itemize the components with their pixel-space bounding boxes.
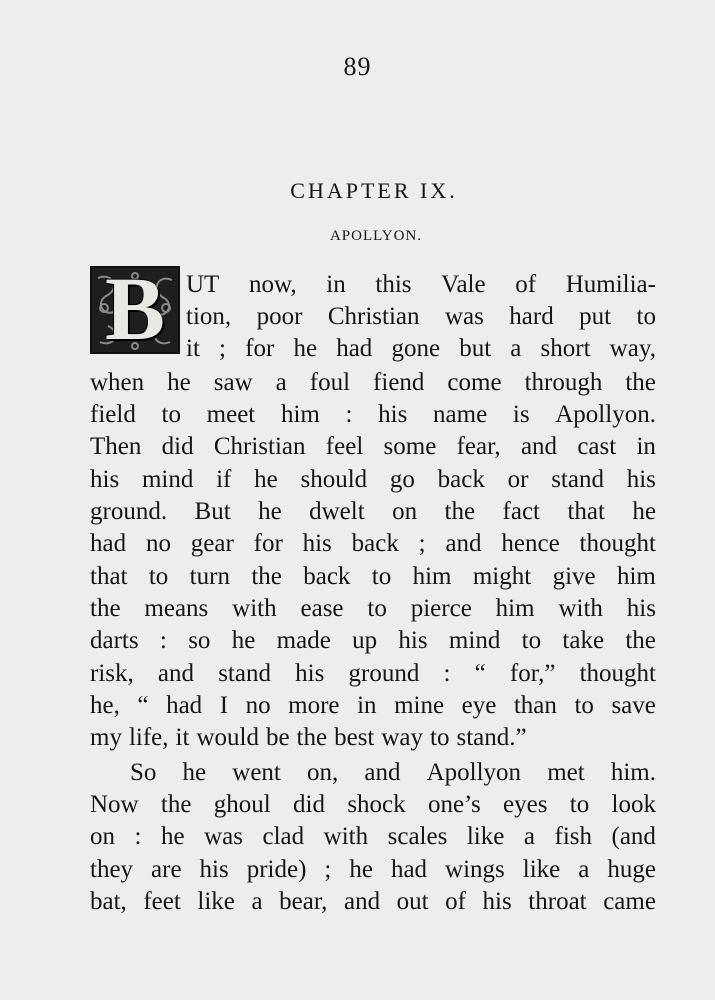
word: would — [196, 724, 259, 751]
page-number: 89 — [343, 52, 372, 81]
word: the — [625, 627, 656, 654]
word: a — [510, 335, 522, 362]
word: hard — [509, 303, 554, 330]
text-line — [186, 332, 656, 366]
text-line — [90, 689, 656, 723]
word: but — [459, 335, 492, 362]
drop-cap-ornament — [90, 266, 180, 354]
word: So — [130, 759, 157, 786]
word: turn — [189, 563, 230, 590]
word: a — [275, 369, 287, 396]
word: throat — [528, 888, 587, 915]
word: is — [512, 401, 530, 428]
word: to — [367, 595, 387, 622]
word: him — [495, 595, 535, 622]
text-line — [90, 527, 656, 561]
word: him — [280, 401, 320, 428]
word: a — [578, 856, 590, 883]
word: he — [160, 823, 185, 850]
word: his — [398, 627, 428, 654]
word: he — [231, 627, 256, 654]
word: foul — [309, 369, 351, 396]
word: take — [562, 627, 605, 654]
word: back — [351, 530, 399, 557]
word: thought — [579, 660, 656, 687]
word: Now — [90, 791, 139, 818]
word: huge — [607, 856, 656, 883]
word: mind — [448, 627, 501, 654]
word: wings — [445, 856, 505, 883]
word: Apollyon. — [555, 401, 656, 428]
word: for — [253, 530, 283, 557]
word: pierce — [410, 595, 472, 622]
word: of — [445, 888, 466, 915]
text-line — [90, 495, 656, 529]
word: his — [378, 401, 408, 428]
word: stand — [218, 660, 271, 687]
word: save — [611, 692, 656, 719]
word: poor — [256, 303, 303, 330]
text-line — [90, 788, 656, 822]
word: meet — [206, 401, 256, 428]
word: if — [216, 466, 232, 493]
text-line — [186, 268, 656, 302]
word: was — [444, 303, 484, 330]
word: shock — [347, 791, 406, 818]
word: and — [520, 433, 558, 460]
word: and — [364, 759, 401, 786]
word: no — [245, 692, 271, 719]
word: did — [293, 791, 325, 818]
word: he — [258, 498, 282, 525]
word: he — [254, 466, 278, 493]
word: means — [144, 595, 209, 622]
text-line — [90, 885, 656, 919]
word: way, — [609, 335, 656, 362]
word: on — [90, 823, 115, 850]
word: out — [396, 888, 429, 915]
word: ground — [348, 660, 420, 687]
word: might — [472, 563, 532, 590]
word: he — [293, 335, 318, 362]
word: should — [300, 466, 368, 493]
word: fact — [502, 498, 540, 525]
word: best — [334, 724, 375, 751]
word: so — [188, 627, 211, 654]
word: are — [151, 856, 182, 883]
word: more — [288, 692, 340, 719]
word: ground. — [90, 498, 168, 525]
word: tion, — [186, 303, 232, 330]
word: him. — [610, 759, 656, 786]
word: Vale — [441, 271, 486, 298]
word: ; — [418, 530, 426, 557]
word: the — [160, 791, 192, 818]
word: look — [611, 791, 656, 818]
word: his — [295, 660, 325, 687]
word: came — [603, 888, 656, 915]
word: a — [251, 888, 263, 915]
word: his — [90, 466, 120, 493]
word: it — [175, 724, 190, 751]
word: the — [296, 724, 328, 751]
word: come — [447, 369, 502, 396]
word: I — [219, 692, 229, 719]
word: mine — [394, 692, 445, 719]
chapter-subtitle: APOLLYON. — [329, 228, 423, 244]
word: he — [349, 856, 373, 883]
word: on, — [307, 759, 339, 786]
word: his — [482, 888, 512, 915]
word: to — [521, 627, 542, 654]
word: in — [357, 692, 377, 719]
word: feel — [325, 433, 364, 460]
text-line — [90, 624, 656, 658]
word: had — [390, 856, 428, 883]
word: that — [90, 563, 128, 590]
text-line — [90, 820, 656, 854]
word: he — [167, 369, 191, 396]
word: his — [302, 530, 332, 557]
word: gear — [190, 530, 234, 557]
drop-cap-letter: B — [104, 266, 166, 354]
word: had — [166, 692, 203, 719]
word: and — [445, 530, 482, 557]
word: stand.” — [456, 724, 527, 751]
word: way — [381, 724, 424, 751]
word: up — [352, 627, 378, 654]
word: they — [90, 856, 134, 883]
text-line — [90, 756, 656, 790]
word: mind — [141, 466, 194, 493]
word: no — [145, 530, 171, 557]
word: thought — [579, 530, 656, 557]
word: with — [232, 595, 277, 622]
word: the — [90, 595, 121, 622]
word: or — [507, 466, 529, 493]
word: ; — [219, 335, 226, 362]
word: to — [371, 563, 392, 590]
word: eyes — [503, 791, 548, 818]
word: : — [134, 823, 142, 850]
word: when — [90, 369, 145, 396]
word: like — [466, 823, 505, 850]
word: was — [204, 823, 243, 850]
word: with — [323, 823, 369, 850]
word: in — [326, 271, 346, 298]
word: life, — [128, 724, 169, 751]
word: with — [558, 595, 603, 622]
word: him — [616, 563, 656, 590]
word: Then — [90, 433, 142, 460]
word: this — [375, 271, 412, 298]
word: had — [90, 530, 127, 557]
word: my — [90, 724, 122, 751]
word: for,” — [509, 660, 556, 687]
word: field — [90, 401, 136, 428]
word: the — [251, 563, 282, 590]
word: of — [515, 271, 537, 298]
word: a — [523, 823, 535, 850]
word: he — [182, 759, 207, 786]
word: be — [265, 724, 290, 751]
word: clad — [262, 823, 305, 850]
text-line — [90, 657, 656, 691]
word: back — [303, 563, 351, 590]
word: ghoul — [213, 791, 271, 818]
word: pride) — [246, 856, 307, 883]
word: “ — [474, 660, 486, 687]
word: that — [567, 498, 605, 525]
word: ease — [300, 595, 344, 622]
word: on — [392, 498, 418, 525]
text-line — [90, 430, 656, 464]
word: risk, — [90, 660, 134, 687]
word: met — [547, 759, 585, 786]
word: Christian — [213, 433, 306, 460]
word: the — [444, 498, 476, 525]
word: some — [383, 433, 437, 460]
word: went — [232, 759, 281, 786]
word: dwelt — [309, 498, 365, 525]
word: fish — [554, 823, 592, 850]
word: it — [186, 335, 200, 362]
word: ; — [324, 856, 332, 883]
word: and — [157, 660, 195, 687]
word: did — [161, 433, 194, 460]
word: fear, — [456, 433, 501, 460]
word: feet — [143, 888, 181, 915]
word: to — [569, 791, 590, 818]
text-line — [90, 398, 656, 432]
word: scales — [387, 823, 448, 850]
word: he, — [90, 692, 120, 719]
text-line — [90, 721, 656, 755]
word: the — [625, 369, 656, 396]
word: Humilia- — [565, 271, 656, 298]
word: his — [626, 466, 656, 493]
word: than — [513, 692, 557, 719]
word: and — [343, 888, 381, 915]
word: one’s — [427, 791, 481, 818]
word: had — [336, 335, 373, 362]
word: saw — [213, 369, 253, 396]
word: fiend — [373, 369, 425, 396]
word: made — [276, 627, 331, 654]
word: eye — [461, 692, 497, 719]
word: to — [430, 724, 450, 751]
word: back — [437, 466, 485, 493]
text-line — [90, 366, 656, 400]
word: give — [552, 563, 596, 590]
word: Apollyon — [426, 759, 522, 786]
word: he — [632, 498, 656, 525]
word: bat, — [90, 888, 127, 915]
word: to — [161, 401, 181, 428]
word: : — [159, 627, 167, 654]
word: in — [636, 433, 656, 460]
chapter-title: CHAPTER IX. — [290, 178, 458, 203]
word: stand — [551, 466, 604, 493]
word: hence — [501, 530, 560, 557]
word: But — [194, 498, 231, 525]
word: go — [389, 466, 415, 493]
word: bear, — [279, 888, 328, 915]
text-line — [90, 560, 656, 594]
word: through — [524, 369, 603, 396]
word: his — [199, 856, 229, 883]
word: like — [197, 888, 235, 915]
word: his — [626, 595, 656, 622]
word: for — [245, 335, 275, 362]
word: to — [574, 692, 594, 719]
word: name — [433, 401, 488, 428]
word: put — [579, 303, 612, 330]
word: now, — [248, 271, 297, 298]
word: UT — [186, 271, 220, 298]
word: to — [636, 303, 656, 330]
text-line — [90, 853, 656, 887]
word: him — [412, 563, 452, 590]
word: gone — [391, 335, 441, 362]
word: Christian — [327, 303, 420, 330]
word: cast — [577, 433, 617, 460]
word: like — [522, 856, 561, 883]
text-line — [90, 463, 656, 497]
word: darts — [90, 627, 139, 654]
text-line — [90, 592, 656, 626]
word: : — [443, 660, 451, 687]
word: (and — [611, 823, 656, 850]
word: : — [345, 401, 353, 428]
word: short — [540, 335, 591, 362]
word: to — [148, 563, 169, 590]
word: “ — [137, 692, 149, 719]
text-line — [186, 300, 656, 334]
